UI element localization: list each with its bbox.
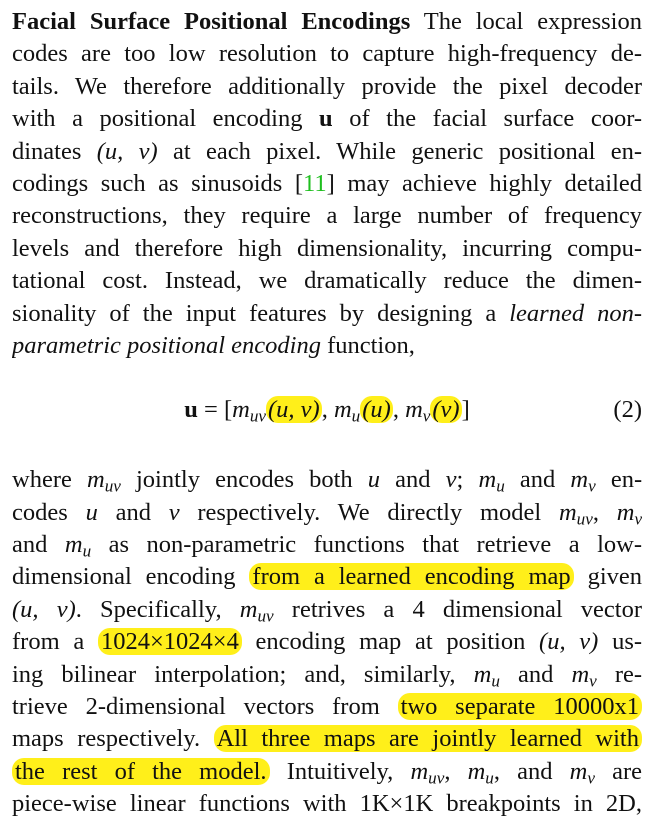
highlight-u: (u)	[362, 396, 391, 424]
text-line: tails. We therefore additionally provide the pixel decoder	[12, 72, 642, 100]
text-line: tational cost. Instead, we dramatically reduce the dimen-	[12, 267, 642, 295]
equation-number: (2)	[613, 396, 642, 424]
text-line: parametric positional encoding function,	[12, 331, 415, 359]
paragraph-positional-encodings	[12, 6, 642, 362]
text-line: sionality of the input features by designing a learned non-	[12, 299, 642, 327]
text-line: from a 1024×1024×4 encoding map at position (u, v) us-	[12, 628, 642, 656]
text-line: piece-wise linear functions with 1K×1K breakpoints in 2D,	[12, 790, 642, 818]
highlight-jointly-learned: All three maps are jointly learned with	[214, 725, 642, 752]
text-line: levels and therefore high dimensionality, incurring compu-	[12, 234, 642, 262]
highlight-rest-of-model: the rest of the model.	[12, 758, 270, 785]
highlight-learned-map: from a learned encoding map	[249, 563, 573, 590]
encoding-symbol: u	[319, 105, 333, 133]
highlight-v: (v)	[432, 396, 460, 424]
text-line: (u, v). Specifically, $m_{uv}$ retrives a 4 dimensional vector	[12, 595, 642, 626]
text-line: Facial Surface Positional Encodings The local expression	[12, 8, 642, 35]
text-line: dinates (u, v) at each pixel. While generic positional en-	[12, 137, 642, 165]
text-line: codings such as sinusoids [11] may achieve highly detailed	[12, 169, 642, 197]
citation-link[interactable]: 11	[303, 169, 327, 197]
text-line: codes u and v respectively. We directly model $m_{uv}$, $m_v$	[12, 498, 642, 528]
text-line: maps respectively. All three maps are jointly learned with	[12, 723, 642, 755]
highlight-separate-maps: two separate 10000x1	[398, 693, 642, 720]
text-line: with a positional encoding u of the facial surface coor-	[12, 105, 642, 133]
equation-2: $u = [m_{uv}(u$, v), $m_u(u)$, $m_v(v)$]	[184, 396, 470, 426]
math-uv: (u, v)	[96, 137, 158, 165]
text-line: codes are too low resolution to capture high-frequency de-	[12, 40, 642, 68]
text-line: ing bilinear interpolation; and, similarly, $m_u$ and $m_v$ re-	[12, 660, 642, 690]
text-line: reconstructions, they require a large number of frequency	[12, 202, 642, 230]
text-line: the rest of the model. Intuitively, $m_{uv}$, $m_u$, and $m_v$ are	[12, 756, 642, 788]
paragraph-encoding-maps	[12, 464, 642, 820]
text-line: and $m_u$ as non-parametric functions that retrieve a low-	[12, 531, 642, 561]
text-line: trieve 2-dimensional vectors from two separate 10000x1	[12, 691, 642, 723]
paper-page	[12, 6, 642, 821]
text-line: dimensional encoding from a learned encoding map given	[12, 563, 642, 591]
text-line: where $m_{uv}$ jointly encodes both u and v; $m_u$ and $m_v$ en-	[12, 466, 642, 496]
highlight-uv: (u, v)	[268, 396, 320, 424]
section-heading: Facial Surface Positional Encodings	[12, 8, 411, 35]
equation-block	[12, 380, 642, 444]
highlight-map-size: 1024×1024×4	[98, 628, 242, 655]
